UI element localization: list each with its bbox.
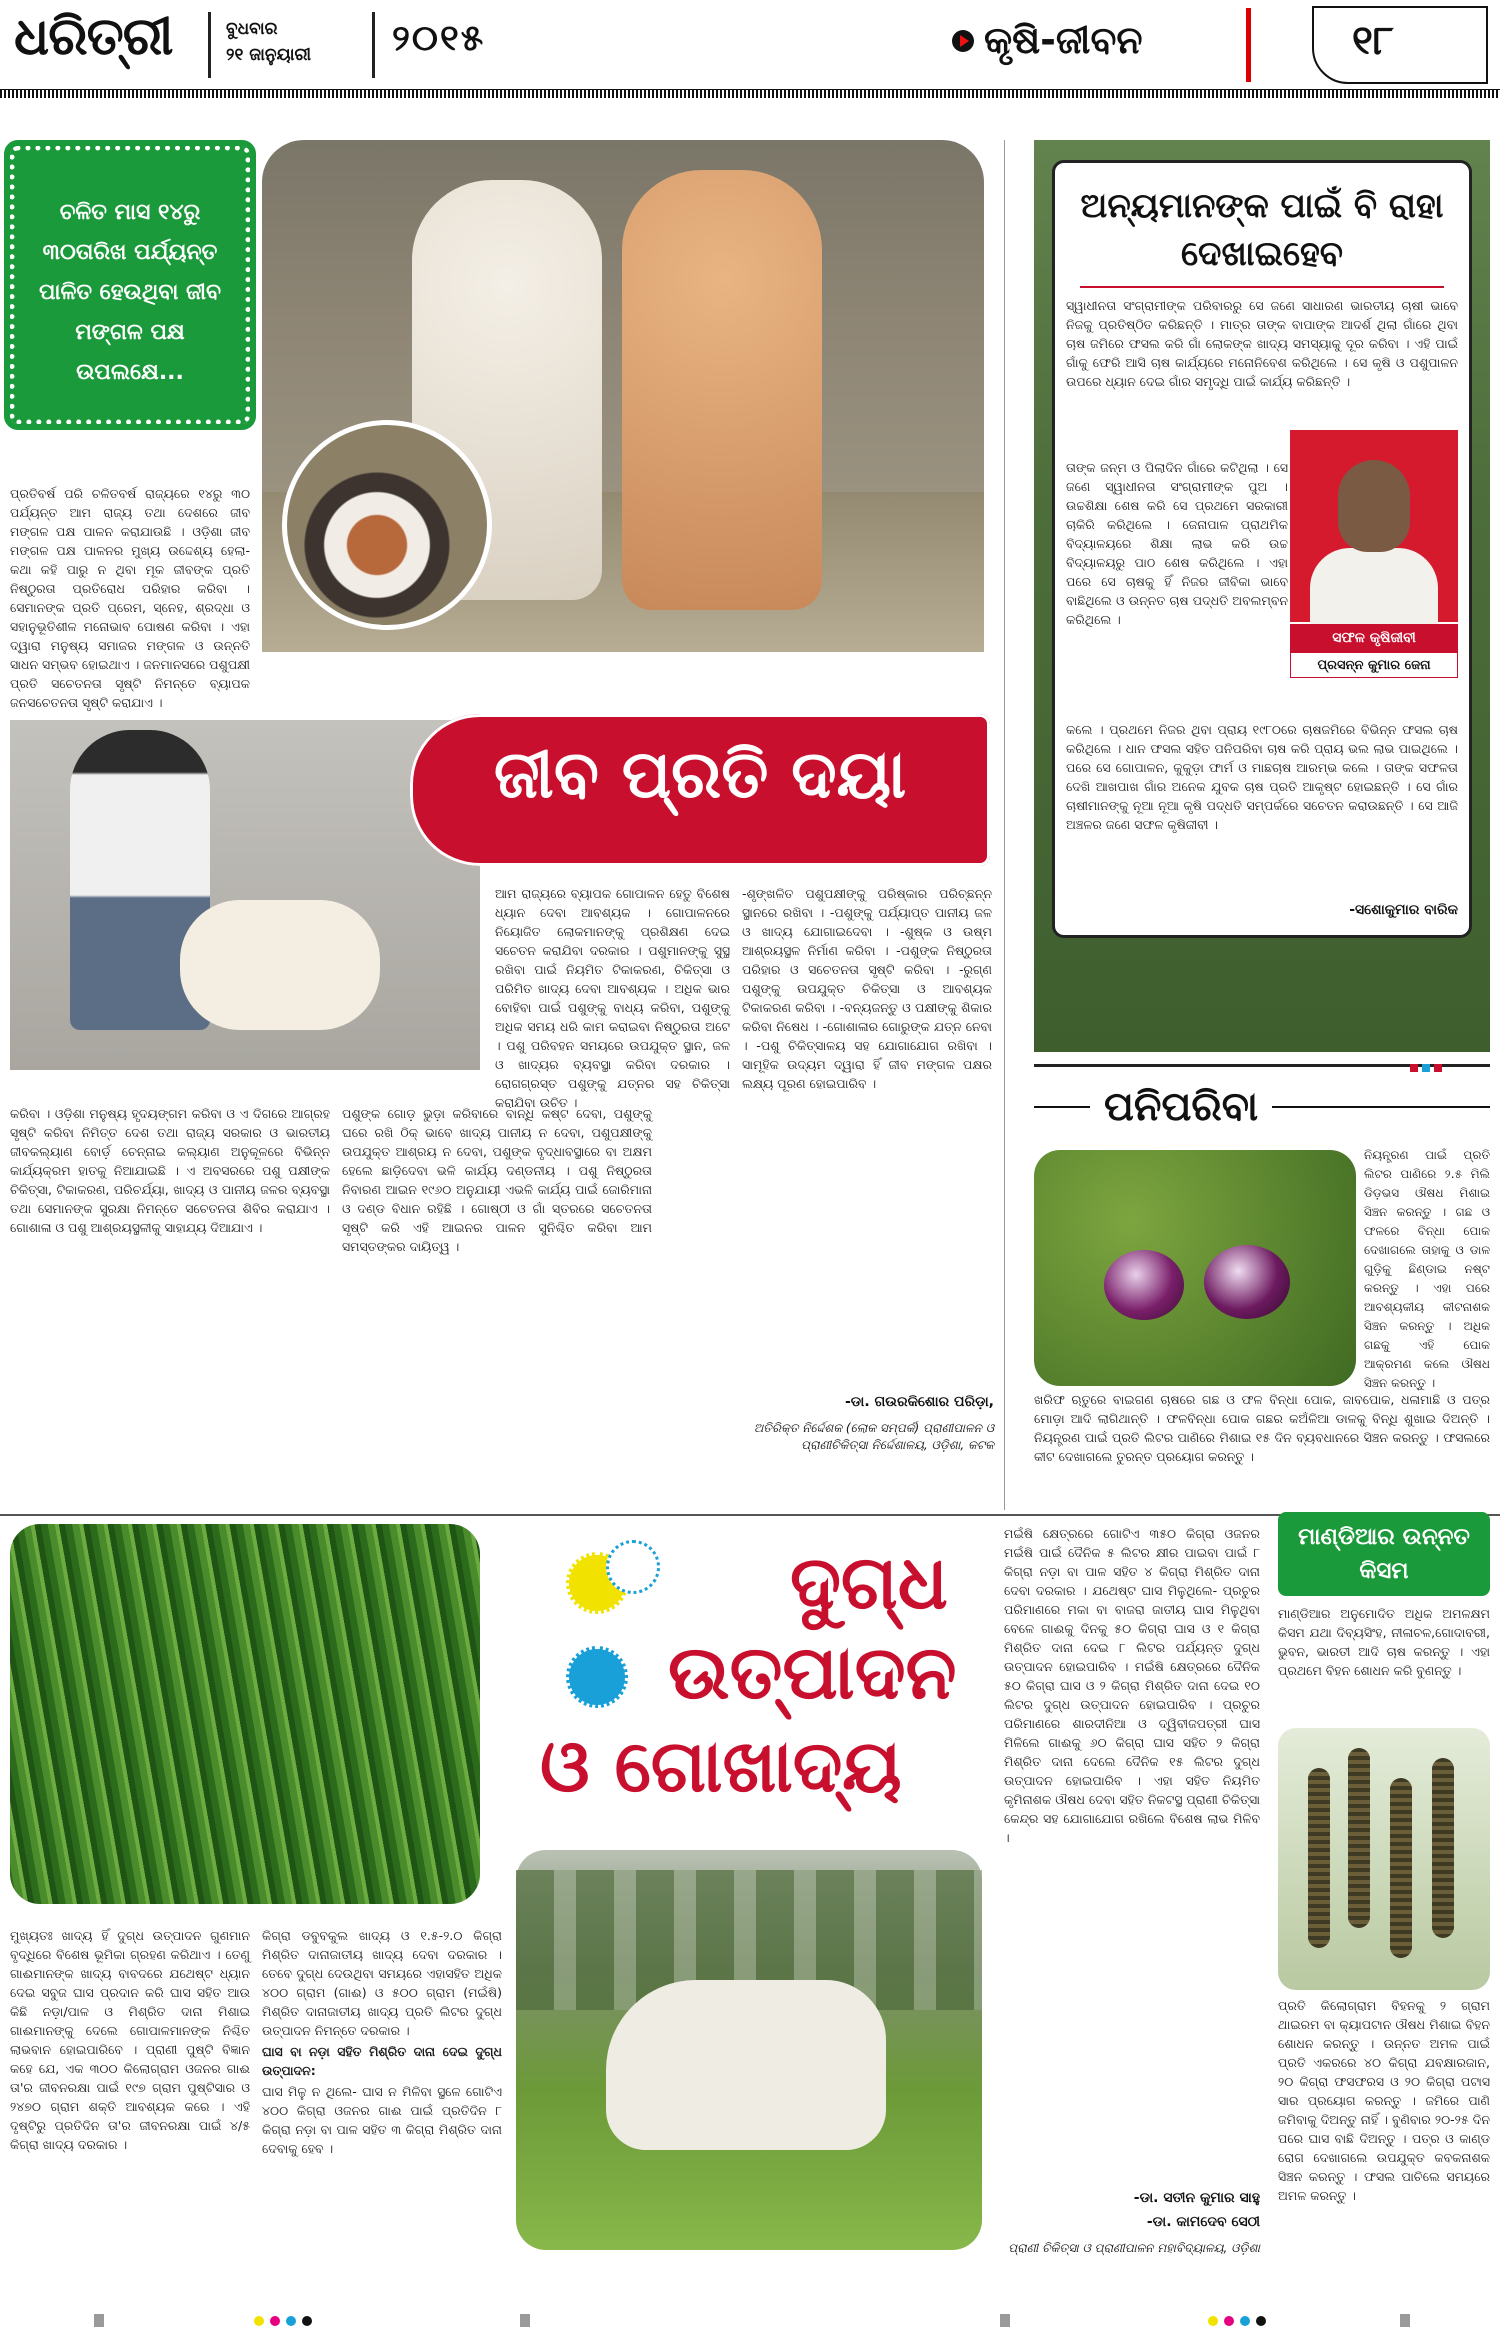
registration-bar — [1400, 2314, 1410, 2327]
millet-photo — [1278, 1728, 1490, 1990]
dairy-byline-1: -ଡା. ସତୀନ କୁମାର ସାହୁ — [1133, 2190, 1260, 2206]
millet-header-box: ମାଣ୍ଡିଆର ଉନ୍ନତ କିସମ — [1278, 1512, 1490, 1596]
masthead-rule — [0, 90, 1500, 98]
registration-dot — [1208, 2316, 1218, 2326]
column-divider — [1004, 140, 1005, 1510]
newspaper-brand: ଧରିତ୍ରୀ — [14, 6, 173, 67]
brown-calf — [622, 170, 822, 610]
photo-cow — [606, 1980, 886, 2150]
registration-dot — [1240, 2316, 1250, 2326]
registration-dot — [254, 2316, 264, 2326]
masthead — [0, 0, 1500, 92]
lead-headline: ଜୀବ ପ୍ରତି ଦୟା — [493, 736, 907, 813]
section-rule — [0, 1514, 1500, 1516]
farmer-story-headline: ଅନ୍ୟମାନଙ୍କ ପାଇଁ ବି ରାହା ଦେଖାଇହେବ — [1080, 186, 1444, 274]
brinjal — [1204, 1245, 1290, 1319]
millet-stalk — [1432, 1758, 1454, 1938]
headline-underline — [1080, 286, 1444, 288]
lead-body-column-2: କରିବା । ଓଡ଼ିଶା ମନୁଷ୍ୟ ହୃଦୟଙ୍ଗମ କରିବା ଓ ଏ ଦିଗରେ ଆଗ୍ରହ ସୃଷ୍ଟି କରିବା ନିମିତ୍ତ ଦେଶ ତଥା ରାଜ୍ୟ ସରକାର ଓ ଭାରତୀୟ ଜୀବକଲ୍ୟାଣ ବୋର୍ଡ଼ ଚେନ୍ନାଇ କଲ୍ୟାଣ ଅନୁକୂଳରେ ବିଭିନ୍ନ କାର୍ଯ୍ୟକ୍ରମ ହାତକୁ ନିଆଯାଇଛି । ଏ ଅବସରରେ ପଶୁ ପକ୍ଷୀଙ୍କ ଚିକିତ୍ସା, ଟିକାକରଣ, ପରିଚର୍ଯ୍ୟା, ଖାଦ୍ୟ ଓ ପାନୀୟ ଜଳର ବ୍ୟବସ୍ଥା ତଥା ସେମାନଙ୍କ ସୁରକ୍ଷା ନିମନ୍ତେ ସଚେତନତା ଶିବିର କରାଯାଏ । ଗୋଶାଳା ଓ ପଶୁ ଆଶ୍ରୟସ୍ଥଳୀକୁ ସାହାଯ୍ୟ ଦିଆଯାଏ । — [10, 1106, 330, 1235]
section-accent-bar — [1246, 8, 1251, 82]
registration-bar — [94, 2314, 104, 2327]
dairy-body-text: ଘାସ ମିଳୁ ନ ଥିଲେ- ଘାସ ନ ମିଳିବା ସ୍ଥଳେ ଗୋଟିଏ ୪୦୦ କିଗ୍ରା ଓଜନର ଗାଈ ପାଇଁ ପ୍ରତିଦିନ ୮ କିଗ୍ରା ନଡ଼ା ବା ପାଳ ସହିତ ୩ କିଗ୍ରା ମିଶ୍ରିତ ଦାନା ଦେବାକୁ ହେବ । — [262, 2084, 502, 2156]
vegetable-heading: ପନିପରିବା — [1090, 1084, 1272, 1130]
lead-body-column-5: -ଶୃଙ୍ଖଳିତ ପଶୁପକ୍ଷୀଙ୍କୁ ପରିଷ୍କାର ପରିଚ୍ଛନ୍ନ ସ୍ଥାନରେ ରଖିବା । -ପଶୁଙ୍କୁ ପର୍ଯ୍ୟାପ୍ତ ପାନୀୟ ଜଳ ଓ ଖାଦ୍ୟ ଯୋଗାଇଦେବା । -ଶୁଷ୍କ ଓ ଉଷ୍ମ ଆଶ୍ରୟସ୍ଥଳ ନିର୍ମାଣ କରିବା । -ପଶୁଙ୍କ ନିଷ୍ଠୁରତା ପରିହାର ଓ ସଚେତନତା ସୃଷ୍ଟି କରିବା । -ରୁଗ୍ଣ ପଶୁଙ୍କୁ ଉପଯୁକ୍ତ ଚିକିତ୍ସା ଓ ଆବଶ୍ୟକ ଟିକାକରଣ କରିବା । -ବନ୍ୟଜନ୍ତୁ ଓ ପକ୍ଷୀଙ୍କୁ ଶିକାର କରିବା ନିଷେଧ । -ଗୋଶାଳାର ଗୋରୁଙ୍କ ଯତ୍ନ ନେବା । -ପଶୁ ଚିକିତ୍ସାଳୟ ସହ ଯୋଗାଯୋଗ ରଖିବା । ସାମୂହିକ ଉଦ୍ୟମ ଦ୍ୱାରା ହିଁ ଜୀବ ମଙ୍ଗଳ ପକ୍ଷର ଲକ୍ଷ୍ୟ ପୂରଣ ହୋଇପାରିବ । — [742, 886, 992, 1091]
brinjal-photo — [1034, 1150, 1356, 1386]
registration-dot — [1224, 2316, 1234, 2326]
dairy-byline-title: ପ୍ରାଣୀ ଚିକିତ୍ସା ଓ ପ୍ରାଣୀପାଳନ ମହାବିଦ୍ୟାଳୟ, ଓଡ଼ିଶା — [1008, 2241, 1260, 2255]
dairy-body-column-3: ମଇଁଷି କ୍ଷେତ୍ରରେ ଗୋଟିଏ ୩୫୦ କିଗ୍ରା ଓଜନର ମଇଁଷି ପାଇଁ ଦୈନିକ ୫ ଲିଟର କ୍ଷୀର ପାଇବା ପାଇଁ ୮ କିଗ୍ରା ନଡ଼ା ବା ପାଳ ସହିତ ୪ କିଗ୍ରା ମିଶ୍ରିତ ଦାନା ଦେବା ଦରକାର । ଯଥେଷ୍ଟ ଘାସ ମିଳୁଥିଲେ- ପ୍ରଚୁର ପରିମାଣରେ ମକା ବା ବାଜରା ଜାତୀୟ ଘାସ ମିଳୁଥିବା ବେଳେ ଗାଈକୁ ଦିନକୁ ୫୦ କିଗ୍ରା ଘାସ ଓ ୧ କିଗ୍ରା ମିଶ୍ରିତ ଦାନା ଦେଇ ୮ ଲିଟର ପର୍ଯ୍ୟନ୍ତ ଦୁଗ୍ଧ ଉତ୍ପାଦନ ହୋଇପାରିବ । ମଇଁଷି କ୍ଷେତ୍ରରେ ଦୈନିକ ୫୦ କିଗ୍ରା ଘାସ ଓ ୨ କିଗ୍ରା ମିଶ୍ରିତ ଦାନା ଦେଇ ୧୦ ଲିଟର ଦୁଗ୍ଧ ଉତ୍ପାଦନ ହୋଇପାରିବ । ପ୍ରଚୁର ପରିମାଣରେ ଶାରଦୀନିଆ ଓ ଦ୍ୱିବୀଜପତ୍ରୀ ଘାସ ମିଳିଲେ ଗାଈକୁ ୬୦ କିଗ୍ରା ଘାସ ସହିତ ୨ କିଗ୍ରା ମିଶ୍ରିତ ଦାନା ଦେଲେ ଦୈନିକ ୧୫ ଲିଟର ଦୁଗ୍ଧ ଉତ୍ପାଦନ ହୋଇପାରିବ । ଏହା ସହିତ ନିୟମିତ କୃମିନାଶକ ଔଷଧ ଦେବା ସହିତ ନିକଟସ୍ଥ ପ୍ରାଣୀ ଚିକିତ୍ସା କେନ୍ଦ୍ର ସହ ଯୋଗାଯୋଗ ରଖିଲେ ବିଶେଷ ଲାଭ ମିଳିବ । — [1004, 1526, 1260, 1845]
farmer-story-text-3: କଲେ । ପ୍ରଥମେ ନିଜର ଥିବା ପ୍ରାୟ ୧୯୮୦ରେ ଚାଷଜମିରେ ବିଭିନ୍ନ ଫସଲ ଚାଷ କରିଥିଲେ । ଧାନ ଫସଲ ସହିତ ପନିପରିବା ଚାଷ କରି ପ୍ରାୟ ଭଲ ଲାଭ ପାଇଥିଲେ । ପରେ ସେ ଗୋପାଳନ, କୁକୁଡ଼ା ଫାର୍ମ ଓ ମାଛଚାଷ ଆରମ୍ଭ କଲେ । ତାଙ୍କ ସଫଳତା ଦେଖି ଆଖପାଖ ଗାଁର ଅନେକ ଯୁବକ ଚାଷ ପ୍ରତି ଆକୃଷ୍ଟ ହୋଇଛନ୍ତି । ସେ ଗାଁର ଚାଷୀମାନଙ୍କୁ ନୂଆ ନୂଆ କୃଷି ପଦ୍ଧତି ସମ୍ପର୍କରେ ସଚେତନ କରାଉଛନ୍ତି । ସେ ଆଜି ଅଞ୍ଚଳର ଜଣେ ସଫଳ କୃଷିଜୀବୀ । — [1066, 722, 1458, 832]
decorative-circle — [566, 1646, 628, 1708]
dairy-body-column-2 — [262, 1926, 502, 2256]
hens-inset-photo — [282, 420, 492, 630]
registration-dot — [270, 2316, 280, 2326]
lead-teaser-box: ଚଳିତ ମାସ ୧୪ରୁ ୩୦ତାରିଖ ପର୍ଯ୍ୟନ୍ତ ପାଳିତ ହେଉଥିବା ଜୀବ ମଙ୍ଗଳ ପକ୍ଷ ଉପଲକ୍ଷେ... — [10, 146, 250, 424]
dairy-headline-line-3: ଓ ଗୋଖାଦ୍ୟ — [540, 1724, 902, 1808]
lead-body-column-4: ଆମ ରାଜ୍ୟରେ ବ୍ୟାପକ ଗୋପାଳନ ହେତୁ ବିଶେଷ ଧ୍ୟାନ ଦେବା ଆବଶ୍ୟକ । ଗୋପାଳନରେ ନିୟୋଜିତ ଲୋକମାନଙ୍କୁ ପ୍ରଶିକ୍ଷଣ ଦେଇ ସଚେତନ କରାଯିବା ଦରକାର । ପଶୁମାନଙ୍କୁ ସୁସ୍ଥ ରଖିବା ପାଇଁ ନିୟମିତ ଟିକାକରଣ, ଚିକିତ୍ସା ଓ ପରିମିତ ଖାଦ୍ୟ ଦେବା ଆବଶ୍ୟକ । ଅଧିକ ଭାର ବୋହିବା ପାଇଁ ପଶୁଙ୍କୁ ବାଧ୍ୟ କରିବା, ପଶୁଙ୍କୁ ଅଧିକ ସମୟ ଧରି କାମ କରାଇବା ନିଷ୍ଠୁରତା ଅଟେ । ପଶୁ ପରିବହନ ସମୟରେ ଉପଯୁକ୍ତ ସ୍ଥାନ, ଜଳ ଓ ଖାଦ୍ୟର ବ୍ୟବସ୍ଥା କରିବା ଦରକାର । ରୋଗଗ୍ରସ୍ତ ପଶୁଙ୍କୁ ଯତ୍ନର ସହ ଚିକିତ୍ସା କରାଯିବା ଉଚିତ । — [495, 886, 730, 1110]
grazing-cow-photo — [516, 1850, 982, 2250]
dairy-byline-2: -ଡା. କାମଦେବ ସେଠୀ — [1146, 2214, 1260, 2230]
farmer-story-text-1: ସ୍ୱାଧୀନତା ସଂଗ୍ରାମୀଙ୍କ ପରିବାରରୁ ସେ ଜଣେ ସାଧାରଣ ଭାରତୀୟ ଚାଷୀ ଭାବେ ନିଜକୁ ପ୍ରତିଷ୍ଠିତ କରିଛନ୍ତି । ମାତ୍ର ତାଙ୍କ ବାପାଙ୍କ ଆଦର୍ଶ ଥିଲା ଗାଁରେ ଥିବା ଚାଷ ଜମିରେ ଫସଲ କରି ଗାଁ ଲୋକଙ୍କ ଖାଦ୍ୟ ସମସ୍ୟାକୁ ଦୂର କରିବା । ଏହି ପାଇଁ ଗାଁକୁ ଫେରି ଆସି ଚାଷ କାର୍ଯ୍ୟରେ ମନୋନିବେଶ କରିଥିଲେ । ସେ କୃଷି ଓ ପଶୁପାଳନ ଉପରେ ଧ୍ୟାନ ଦେଇ ଗାଁର ସମୃଦ୍ଧି ପାଇଁ କାର୍ଯ୍ୟ କରିଛନ୍ତି । — [1066, 298, 1458, 389]
millet-stalk — [1308, 1768, 1330, 1948]
lead-body-column-1: ପ୍ରତିବର୍ଷ ପରି ଚଳିତବର୍ଷ ରାଜ୍ୟରେ ୧୪ରୁ ୩୦ ପର୍ଯ୍ୟନ୍ତ ଆମ ରାଜ୍ୟ ତଥା ଦେଶରେ ଜୀବ ମଙ୍ଗଳ ପକ୍ଷ ପାଳନ କରାଯାଉଛି । ଓଡ଼ିଶା ଜୀବ ମଙ୍ଗଳ ପକ୍ଷ ପାଳନର ମୁଖ୍ୟ ଉଦ୍ଦେଶ୍ୟ ହେଲା- କଥା କହି ପାରୁ ନ ଥିବା ମୂକ ଜୀବଙ୍କ ପ୍ରତି ନିଷ୍ଠୁରତା ପ୍ରତିରୋଧ ପରିହାର କରିବା । ସେମାନଙ୍କ ପ୍ରତି ପ୍ରେମ, ସ୍ନେହ, ଶ୍ରଦ୍ଧା ଓ ସହାନୁଭୂତିଶୀଳ ମନୋଭାବ ପୋଷଣ କରିବା । ଏହା ଦ୍ୱାରା ମନୁଷ୍ୟ ସମାଜର ମଙ୍ଗଳ ଓ ଉନ୍ନତି ସାଧନ ସମ୍ଭବ ହୋଇଥାଏ । ଜନମାନସରେ ପଶୁପକ୍ଷୀ ପ୍ରତି ସଚେତନତା ସୃଷ୍ଟି ନିମନ୍ତେ ବ୍ୟାପକ ଜନସଚେତନତା ସୃଷ୍ଟି କରାଯାଏ । — [10, 486, 250, 710]
decorative-circle — [606, 1540, 660, 1594]
masthead-divider — [372, 12, 375, 78]
farmer-story-byline: -ସଶୋକୁମାର ବାରିକ — [1349, 902, 1458, 918]
dairy-headline-line-1: ଦୁଗ୍ଧ — [790, 1540, 948, 1626]
photo-dog — [180, 900, 380, 1030]
masthead-date-text: ୨୧ ଜାନୁୟାରୀ — [226, 45, 312, 65]
dairy-body-column-1: ମୁଖ୍ୟତଃ ଖାଦ୍ୟ ହିଁ ଦୁଗ୍ଧ ଉତ୍ପାଦନ ଗୁଣମାନ ବୃଦ୍ଧିରେ ବିଶେଷ ଭୂମିକା ଗ୍ରହଣ କରିଥାଏ । ତେଣୁ ଗାଈମାନଙ୍କ ଖାଦ୍ୟ ବାବଦରେ ଯଥେଷ୍ଟ ଧ୍ୟାନ ଦେଇ ସବୁଜ ଘାସ ପ୍ରଦାନ କରି ଘାସ ସହିତ ଆଉ କିଛି ନଡ଼ା/ପାଳ ଓ ମିଶ୍ରିତ ଦାନା ମିଶାଇ ଗାଈମାନଙ୍କୁ ଦେଲେ ଗୋପାଳମାନଙ୍କ ନିଶ୍ଚିତ ଲାଭବାନ ହୋଇପାରିବେ । ପ୍ରାଣୀ ପୁଷ୍ଟି ବିଜ୍ଞାନ କହେ ଯେ, ଏକ ୩୦୦ କିଲୋଗ୍ରାମ ଓଜନର ଗାଈ ତା'ର ଜୀବନରକ୍ଷା ପାଇଁ ୧୯୭ ଗ୍ରାମ ପୁଷ୍ଟିସାର ଓ ୨୪୭୦ ଗ୍ରାମ ଶକ୍ତି ଆବଶ୍ୟକ କରେ । ଏହି ଦୃଷ୍ଟିରୁ ପ୍ରତିଦିନ ତା'ର ଜୀବନରକ୍ଷା ପାଇଁ ୪/୫ କିଗ୍ରା ଖାଦ୍ୟ ଦରକାର । — [10, 1928, 250, 2152]
print-marks — [0, 2312, 1500, 2327]
lead-byline: -ଡା. ଗଉରକିଶୋର ପରିଡ଼ା, — [844, 1394, 994, 1410]
farmer-name: ପ୍ରସନ୍ନ କୁମାର ଜେନା — [1290, 652, 1458, 678]
play-icon — [952, 30, 974, 52]
vegetable-text-1: ନିୟନ୍ତ୍ରଣ ପାଇଁ ପ୍ରତି ଲିଟର ପାଣିରେ ୨.୫ ମିଲି ଡିଡ଼ଭସ ଔଷଧ ମିଶାଇ ସିଞ୍ଚନ କରନ୍ତୁ । ଗଛ ଓ ଫଳରେ ବିନ୍ଧା ପୋକ ଦେଖାଗଲେ ତାହାକୁ ଓ ଡାଳ ଗୁଡ଼ିକୁ ଛିଣ୍ଡାଇ ନଷ୍ଟ କରନ୍ତୁ । ଏହା ପରେ ଆବଶ୍ୟକୀୟ କୀଟନାଶକ ସିଞ୍ଚନ କରନ୍ତୁ । ଅଧିକ ଗଛକୁ ଏହି ପୋକ ଆକ୍ରମଣ କଲେ ଔଷଧ ସିଞ୍ଚନ କରନ୍ତୁ । — [1364, 1148, 1490, 1390]
farmer-photo-caption: ସଫଳ କୃଷିଜୀବୀ — [1290, 624, 1458, 652]
farmer-story-text-2: ତାଙ୍କ ଜନ୍ମ ଓ ପିଲାଦିନ ଗାଁରେ କଟିଥିଲା । ସେ ଜଣେ ସ୍ୱାଧୀନତା ସଂଗ୍ରାମୀଙ୍କ ପୁଅ । ଉଚ୍ଚଶିକ୍ଷା ଶେଷ କରି ସେ ପ୍ରଥମେ ସରକାରୀ ଚାକିରି କରିଥିଲେ । ଜେନାପାଳ ପ୍ରାଥମିକ ବିଦ୍ୟାଳୟରେ ଶିକ୍ଷା ଲାଭ କରି ଉଚ୍ଚ ବିଦ୍ୟାଳୟରୁ ପାଠ ଶେଷ କରିଥିଲେ । ଏହା ପରେ ସେ ଚାଷକୁ ହିଁ ନିଜର ଜୀବିକା ଭାବେ ବାଛିଥିଲେ ଓ ଉନ୍ନତ ଚାଷ ପଦ୍ଧତି ଅବଲମ୍ବନ କରିଥିଲେ । — [1066, 460, 1288, 627]
registration-dot — [286, 2316, 296, 2326]
vet-dog-photo — [10, 720, 480, 1070]
decorative-dots — [1410, 1062, 1470, 1072]
dairy-headline-line-2: ଉତ୍ପାଦନ — [668, 1630, 957, 1716]
registration-dot — [1256, 2316, 1266, 2326]
registration-dot — [302, 2316, 312, 2326]
masthead-year: ୨୦୧୫ — [392, 18, 486, 59]
portrait-shirt — [1310, 548, 1438, 628]
masthead-date — [226, 16, 311, 68]
farmer-portrait — [1290, 430, 1458, 622]
fodder-grass-photo — [10, 1524, 480, 1904]
brinjal — [1104, 1250, 1184, 1320]
section-title: କୃଷି-ଜୀବନ — [984, 18, 1143, 62]
millet-text-2: ପ୍ରତି କିଲୋଗ୍ରାମ ବିହନକୁ ୨ ଗ୍ରାମ ଥାଇରମ ବା କ୍ୟାପଟାନ ଔଷଧ ମିଶାଇ ବିହନ ଶୋଧନ କରନ୍ତୁ । ଉନ୍ନତ ଅମଳ ପାଇଁ ପ୍ରତି ଏକରରେ ୪୦ କିଗ୍ରା ଯବକ୍ଷାରଜାନ, ୨୦ କିଗ୍ରା ଫସଫରସ ଓ ୨୦ କିଗ୍ରା ପଟାସ ସାର ପ୍ରୟୋଗ କରନ୍ତୁ । ଜମିରେ ପାଣି ଜମିବାକୁ ଦିଅନ୍ତୁ ନାହିଁ । ବୁଣିବାର ୨୦-୨୫ ଦିନ ପରେ ଘାସ ବାଛି ଦିଅନ୍ତୁ । ପତ୍ର ଓ କାଣ୍ଡ ରୋଗ ଦେଖାଗଲେ ଉପଯୁକ୍ତ କବକନାଶକ ସିଞ୍ଚନ କରନ୍ତୁ । ଫସଲ ପାଚିଲେ ସମୟରେ ଅମଳ କରନ୍ତୁ । — [1278, 1998, 1490, 2203]
dairy-subheading: ଘାସ ବା ନଡ଼ା ସହିତ ମିଶ୍ରିତ ଦାନା ଦେଇ ଦୁଗ୍ଧ ଉତ୍ପାଦନ: — [262, 2044, 502, 2078]
masthead-divider — [208, 12, 211, 78]
portrait-head — [1338, 460, 1410, 552]
vegetable-text-2: ଖରିଫ ଋତୁରେ ବାଇଗଣ ଚାଷରେ ଗଛ ଓ ଫଳ ବିନ୍ଧା ପୋକ, ଜାବପୋକ, ଧଳାମାଛି ଓ ପତ୍ର ମୋଡ଼ା ଆଦି ଲାଗିଥାନ୍ତି । ଫଳବିନ୍ଧା ପୋକ ଗଛର କଅଁଳିଆ ଡାଳକୁ ବିନ୍ଧି ଶୁଖାଇ ଦିଅନ୍ତି । ନିୟନ୍ତ୍ରଣ ପାଇଁ ପ୍ରତି ଲିଟର ପାଣିରେ ମିଶାଇ ୧୫ ଦିନ ବ୍ୟବଧାନରେ ସିଞ୍ଚନ କରନ୍ତୁ । ଫସଲରେ କୀଟ ଦେଖାଗଲେ ତୁରନ୍ତ ପ୍ରୟୋଗ କରନ୍ତୁ । — [1034, 1392, 1490, 1464]
dairy-body-text: କିଗ୍ରା ଡବୁବକୁଲ ଖାଦ୍ୟ ଓ ୧.୫-୨.୦ କିଗ୍ରା ମିଶ୍ରିତ ଦାନାଜାତୀୟ ଖାଦ୍ୟ ଦେବା ଦରକାର । ତେବେ ଦୁଗ୍ଧ ଦେଉଥିବା ସମୟରେ ଏହାସହିତ ଅଧିକ ୪୦୦ ଗ୍ରାମ (ଗାଈ) ଓ ୫୦୦ ଗ୍ରାମ (ମଇଁଷି) ମିଶ୍ରିତ ଦାନାଜାତୀୟ ଖାଦ୍ୟ ପ୍ରତି ଲିଟର ଦୁଗ୍ଧ ଉତ୍ପାଦନ ନିମନ୍ତେ ଦରକାର । — [262, 1928, 502, 2038]
masthead-day: ବୁଧବାର — [226, 19, 278, 39]
registration-bar — [520, 2314, 530, 2327]
lead-body-column-3: ପଶୁଙ୍କ ଗୋଡ଼ ଭୁଡ଼ା କରିବାରେ ବାନ୍ଧି କଷ୍ଟ ଦେବା, ପଶୁଙ୍କୁ ଘରେ ରଖି ଠିକ୍ ଭାବେ ଖାଦ୍ୟ ପାନୀୟ ନ ଦେବା, ପଶୁପକ୍ଷୀଙ୍କୁ ଉପଯୁକ୍ତ ଆଶ୍ରୟ ନ ଦେବା, ପଶୁଙ୍କ ବୃଦ୍ଧାବସ୍ଥାରେ ବା ଅକ୍ଷମ ହେଲେ ଛାଡ଼ିଦେବା ଭଳି କାର୍ଯ୍ୟ ଦଣ୍ଡନୀୟ । ପଶୁ ନିଷ୍ଠୁରତା ନିବାରଣ ଆଇନ ୧୯୬୦ ଅନୁଯାୟୀ ଏଭଳି କାର୍ଯ୍ୟ ପାଇଁ ଜୋରିମାନା ଓ ଦଣ୍ଡ ବିଧାନ ରହିଛି । ଗୋଷ୍ଠୀ ଓ ଗାଁ ସ୍ତରରେ ସଚେତନତା ସୃଷ୍ଟି କରି ଏହି ଆଇନର ପାଳନ ସୁନିଶ୍ଚିତ କରିବା ଆମ ସମସ୍ତଙ୍କର ଦାୟିତ୍ୱ । — [342, 1106, 652, 1254]
page-number: ୧୮ — [1352, 18, 1394, 64]
registration-bar — [1000, 2314, 1010, 2327]
page-number-tab — [1312, 6, 1488, 84]
millet-stalk — [1348, 1748, 1370, 1928]
millet-text-1: ମାଣ୍ଡିଆର ଅନୁମୋଦିତ ଅଧିକ ଅମଳକ୍ଷମ କିସମ ଯଥା ଦିବ୍ୟସିଂହ, ନୀଳାଚଳ,ଗୋଦାବରୀ, ଭୁବନ, ଭାରତୀ ଆଦି ଚାଷ କରନ୍ତୁ । ଏହା ପ୍ରଥମେ ବିହନ ଶୋଧନ କରି ବୁଣନ୍ତୁ । — [1278, 1606, 1490, 1678]
millet-stalk — [1390, 1778, 1412, 1958]
lead-byline-title: ଅତିରିକ୍ତ ନିର୍ଦ୍ଦେଶକ (ଲୋକ ସମ୍ପର୍କ) ପ୍ରାଣୀପାଳନ ଓ ପ୍ରାଣୀଚିକିତ୍ସା ନିର୍ଦ୍ଦେଶାଳୟ, ଓଡ଼ିଶା, କଟକ — [753, 1421, 994, 1452]
